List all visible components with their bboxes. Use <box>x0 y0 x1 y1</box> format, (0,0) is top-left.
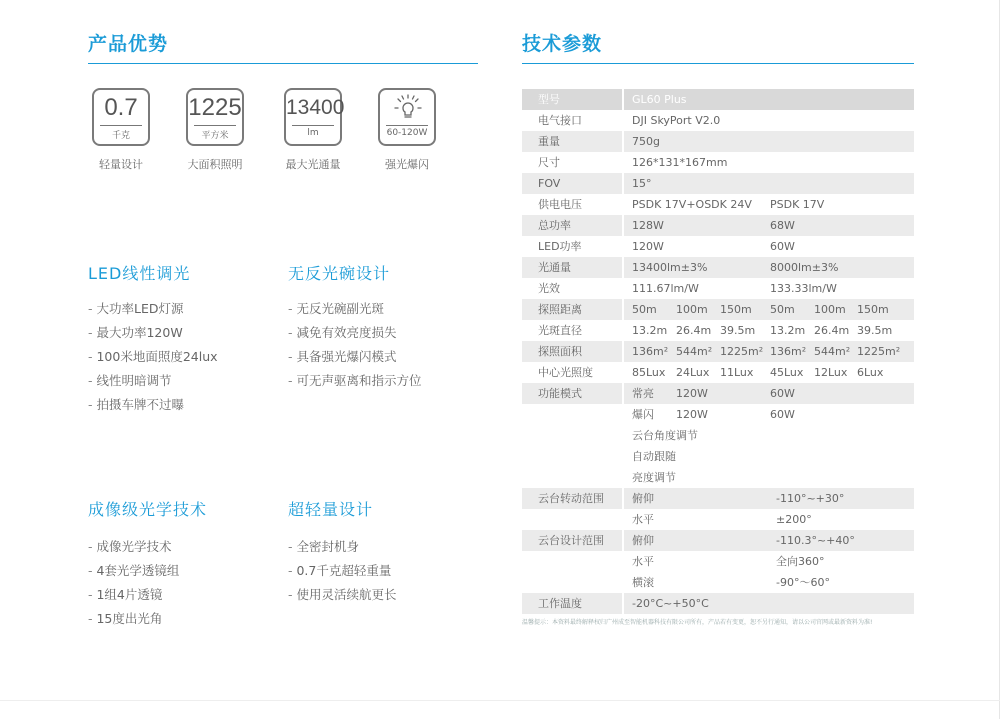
feature-caption: 最大光通量 <box>285 158 341 171</box>
spec-value: 1225m² <box>857 345 901 358</box>
feature-area <box>184 88 246 172</box>
list-item: - 使用灵活续航更长 <box>288 583 397 607</box>
spec-value: 750g <box>632 135 660 148</box>
spec-value: 13.2m <box>632 324 668 337</box>
spec-value: 150m <box>720 303 752 316</box>
list-item: - 具备强光爆闪模式 <box>288 345 422 369</box>
spec-value: 100m <box>814 303 846 316</box>
spec-row <box>522 572 914 593</box>
list-item: - 减免有效亮度损失 <box>288 321 422 345</box>
feature-badge <box>92 88 150 146</box>
spec-label: LED功率 <box>538 240 582 253</box>
section-title: LED线性调光 <box>88 264 191 283</box>
spec-value: -110°~+30° <box>776 492 845 505</box>
feature-value: 0.7 <box>104 94 138 121</box>
spec-row <box>522 551 914 572</box>
spec-label: 探照面积 <box>538 345 582 358</box>
spec-label: 尺寸 <box>538 156 560 169</box>
spec-label: 云台转动范围 <box>538 492 604 505</box>
list-item: - 15度出光角 <box>88 607 179 631</box>
spec-label: 重量 <box>538 135 560 148</box>
spec-value: ±200° <box>776 513 812 526</box>
spec-row <box>522 152 914 173</box>
feature-unit: 平方米 <box>201 131 229 141</box>
spec-value: 26.4m <box>814 324 850 337</box>
list-item: - 1组4片透镜 <box>88 583 179 607</box>
spec-row <box>522 131 914 152</box>
spec-value: 544m² <box>814 345 851 358</box>
spec-value: PSDK 17V <box>770 198 825 211</box>
bulb-burst-icon <box>394 94 422 120</box>
spec-value: PSDK 17V+OSDK 24V <box>632 198 752 211</box>
spec-row <box>522 173 914 194</box>
list-item: - 可无声驱离和指示方位 <box>288 369 422 393</box>
disclaimer-note: 温馨提示：本资料最终解释权归广州成至智能机器科技有限公司所有，产品若有变更，恕不另行通知，请以公司官网或最新资料为准! <box>522 619 873 626</box>
spec-value: 136m² <box>770 345 807 358</box>
section-title: 无反光碗设计 <box>288 264 391 283</box>
spec-row <box>522 299 914 320</box>
list-item: - 无反光碗副光斑 <box>288 297 422 321</box>
spec-value: DJI SkyPort V2.0 <box>632 114 721 127</box>
list-item: - 最大功率120W <box>88 321 218 345</box>
spec-row <box>522 110 914 131</box>
spec-value: 85Lux <box>632 366 666 379</box>
spec-value: 俯仰 <box>632 534 654 547</box>
spec-label: 中心光照度 <box>538 366 593 379</box>
spec-value: 常亮 <box>632 387 654 400</box>
spec-label: FOV <box>538 177 561 190</box>
spec-value: 1225m² <box>720 345 764 358</box>
spec-label: 光通量 <box>538 261 571 274</box>
section-list <box>88 297 218 417</box>
feature-caption: 大面积照明 <box>187 158 243 171</box>
feature-burst <box>376 88 438 172</box>
list-item: - 全密封机身 <box>288 535 397 559</box>
spec-row <box>522 593 914 614</box>
spec-row <box>522 257 914 278</box>
spec-row <box>522 467 914 488</box>
spec-value: 60W <box>770 240 795 253</box>
spec-value: 120W <box>632 240 664 253</box>
section-title: 超轻量设计 <box>288 500 374 519</box>
specs-title: 技术参数 <box>522 33 603 55</box>
spec-row <box>522 236 914 257</box>
spec-row <box>522 362 914 383</box>
spec-row <box>522 278 914 299</box>
feature-lumen <box>282 88 344 172</box>
spec-value: 39.5m <box>857 324 893 337</box>
spec-value: 126*131*167mm <box>632 156 728 169</box>
spec-value: 13.2m <box>770 324 806 337</box>
spec-value: -90°～60° <box>776 576 830 589</box>
spec-value: 39.5m <box>720 324 756 337</box>
spec-value: 爆闪 <box>632 408 654 421</box>
spec-value: 全向360° <box>776 555 825 568</box>
spec-label: 供电电压 <box>538 198 582 211</box>
spec-row <box>522 404 914 425</box>
feature-badge <box>284 88 345 146</box>
spec-value: 15° <box>632 177 652 190</box>
spec-value: 60W <box>770 387 795 400</box>
spec-row <box>522 320 914 341</box>
feature-weight <box>90 88 152 172</box>
spec-value: 50m <box>632 303 657 316</box>
feature-caption: 轻量设计 <box>99 158 143 171</box>
spec-label: 光效 <box>538 282 560 295</box>
spec-label: 云台设计范围 <box>538 534 604 547</box>
feature-unit: 千克 <box>111 131 130 141</box>
list-item: - 4套光学透镜组 <box>88 559 179 583</box>
spec-value: -110.3°~+40° <box>776 534 855 547</box>
spec-table <box>522 89 914 614</box>
spec-value: 24Lux <box>676 366 710 379</box>
spec-label: 电气接口 <box>538 114 582 127</box>
feature-value: 1225 <box>188 94 242 121</box>
spec-row <box>522 425 914 446</box>
spec-label: 光斑直径 <box>538 324 582 337</box>
spec-value: 俯仰 <box>632 492 654 505</box>
spec-row <box>522 446 914 467</box>
section-title: 成像级光学技术 <box>88 500 208 519</box>
list-item: - 拍摄车牌不过曝 <box>88 393 218 417</box>
spec-value: 150m <box>857 303 889 316</box>
spec-value: 60W <box>770 408 795 421</box>
spec-value: 133.33lm/W <box>770 282 837 295</box>
spec-value: 11Lux <box>720 366 754 379</box>
spec-row <box>522 89 914 110</box>
spec-value: 544m² <box>676 345 713 358</box>
spec-label: 总功率 <box>538 219 571 232</box>
spec-row <box>522 383 914 404</box>
spec-value: 26.4m <box>676 324 712 337</box>
spec-value: 水平 <box>632 513 654 526</box>
list-item: - 线性明暗调节 <box>88 369 218 393</box>
list-item: - 大功率LED灯源 <box>88 297 218 321</box>
spec-label: 型号 <box>538 93 560 106</box>
spec-row <box>522 509 914 530</box>
spec-value: 128W <box>632 219 664 232</box>
advantages-rule <box>88 63 478 64</box>
spec-value: 水平 <box>632 555 654 568</box>
spec-value: 13400lm±3% <box>632 261 708 274</box>
spec-row <box>522 215 914 236</box>
list-item: - 成像光学技术 <box>88 535 179 559</box>
spec-value: 横滚 <box>632 576 654 589</box>
spec-value: -20°C~+50°C <box>632 597 709 610</box>
spec-value: 8000lm±3% <box>770 261 839 274</box>
section-list <box>288 297 422 393</box>
page-bottom-line <box>0 700 1000 701</box>
spec-value: GL60 Plus <box>632 93 687 106</box>
spec-value: 120W <box>676 408 708 421</box>
spec-value: 100m <box>676 303 708 316</box>
spec-value: 136m² <box>632 345 669 358</box>
spec-value: 自动跟随 <box>632 450 676 463</box>
feature-value: 13400 <box>286 96 345 119</box>
spec-row <box>522 530 914 551</box>
list-item: - 0.7千克超轻重量 <box>288 559 397 583</box>
spec-value: 12Lux <box>814 366 848 379</box>
list-item: - 100米地面照度24lux <box>88 345 218 369</box>
spec-row <box>522 194 914 215</box>
spec-label: 探照距离 <box>538 303 582 316</box>
spec-value: 45Lux <box>770 366 804 379</box>
spec-value: 111.67lm/W <box>632 282 699 295</box>
advantages-title: 产品优势 <box>88 33 169 55</box>
spec-label: 工作温度 <box>538 597 582 610</box>
spec-row <box>522 488 914 509</box>
spec-value: 50m <box>770 303 795 316</box>
spec-value: 120W <box>676 387 708 400</box>
feature-unit: 60-120W <box>386 128 428 138</box>
spec-value: 亮度调节 <box>632 471 676 484</box>
section-list <box>88 535 179 631</box>
spec-label: 功能模式 <box>538 387 582 400</box>
specs-rule <box>522 63 914 64</box>
feature-caption: 强光爆闪 <box>385 158 429 171</box>
spec-value: 云台角度调节 <box>632 429 698 442</box>
spec-value: 6Lux <box>857 366 884 379</box>
feature-unit: lm <box>307 128 319 138</box>
spec-value: 68W <box>770 219 795 232</box>
spec-row <box>522 341 914 362</box>
feature-badge <box>378 88 436 146</box>
feature-badge <box>186 88 244 146</box>
section-list <box>288 535 397 607</box>
